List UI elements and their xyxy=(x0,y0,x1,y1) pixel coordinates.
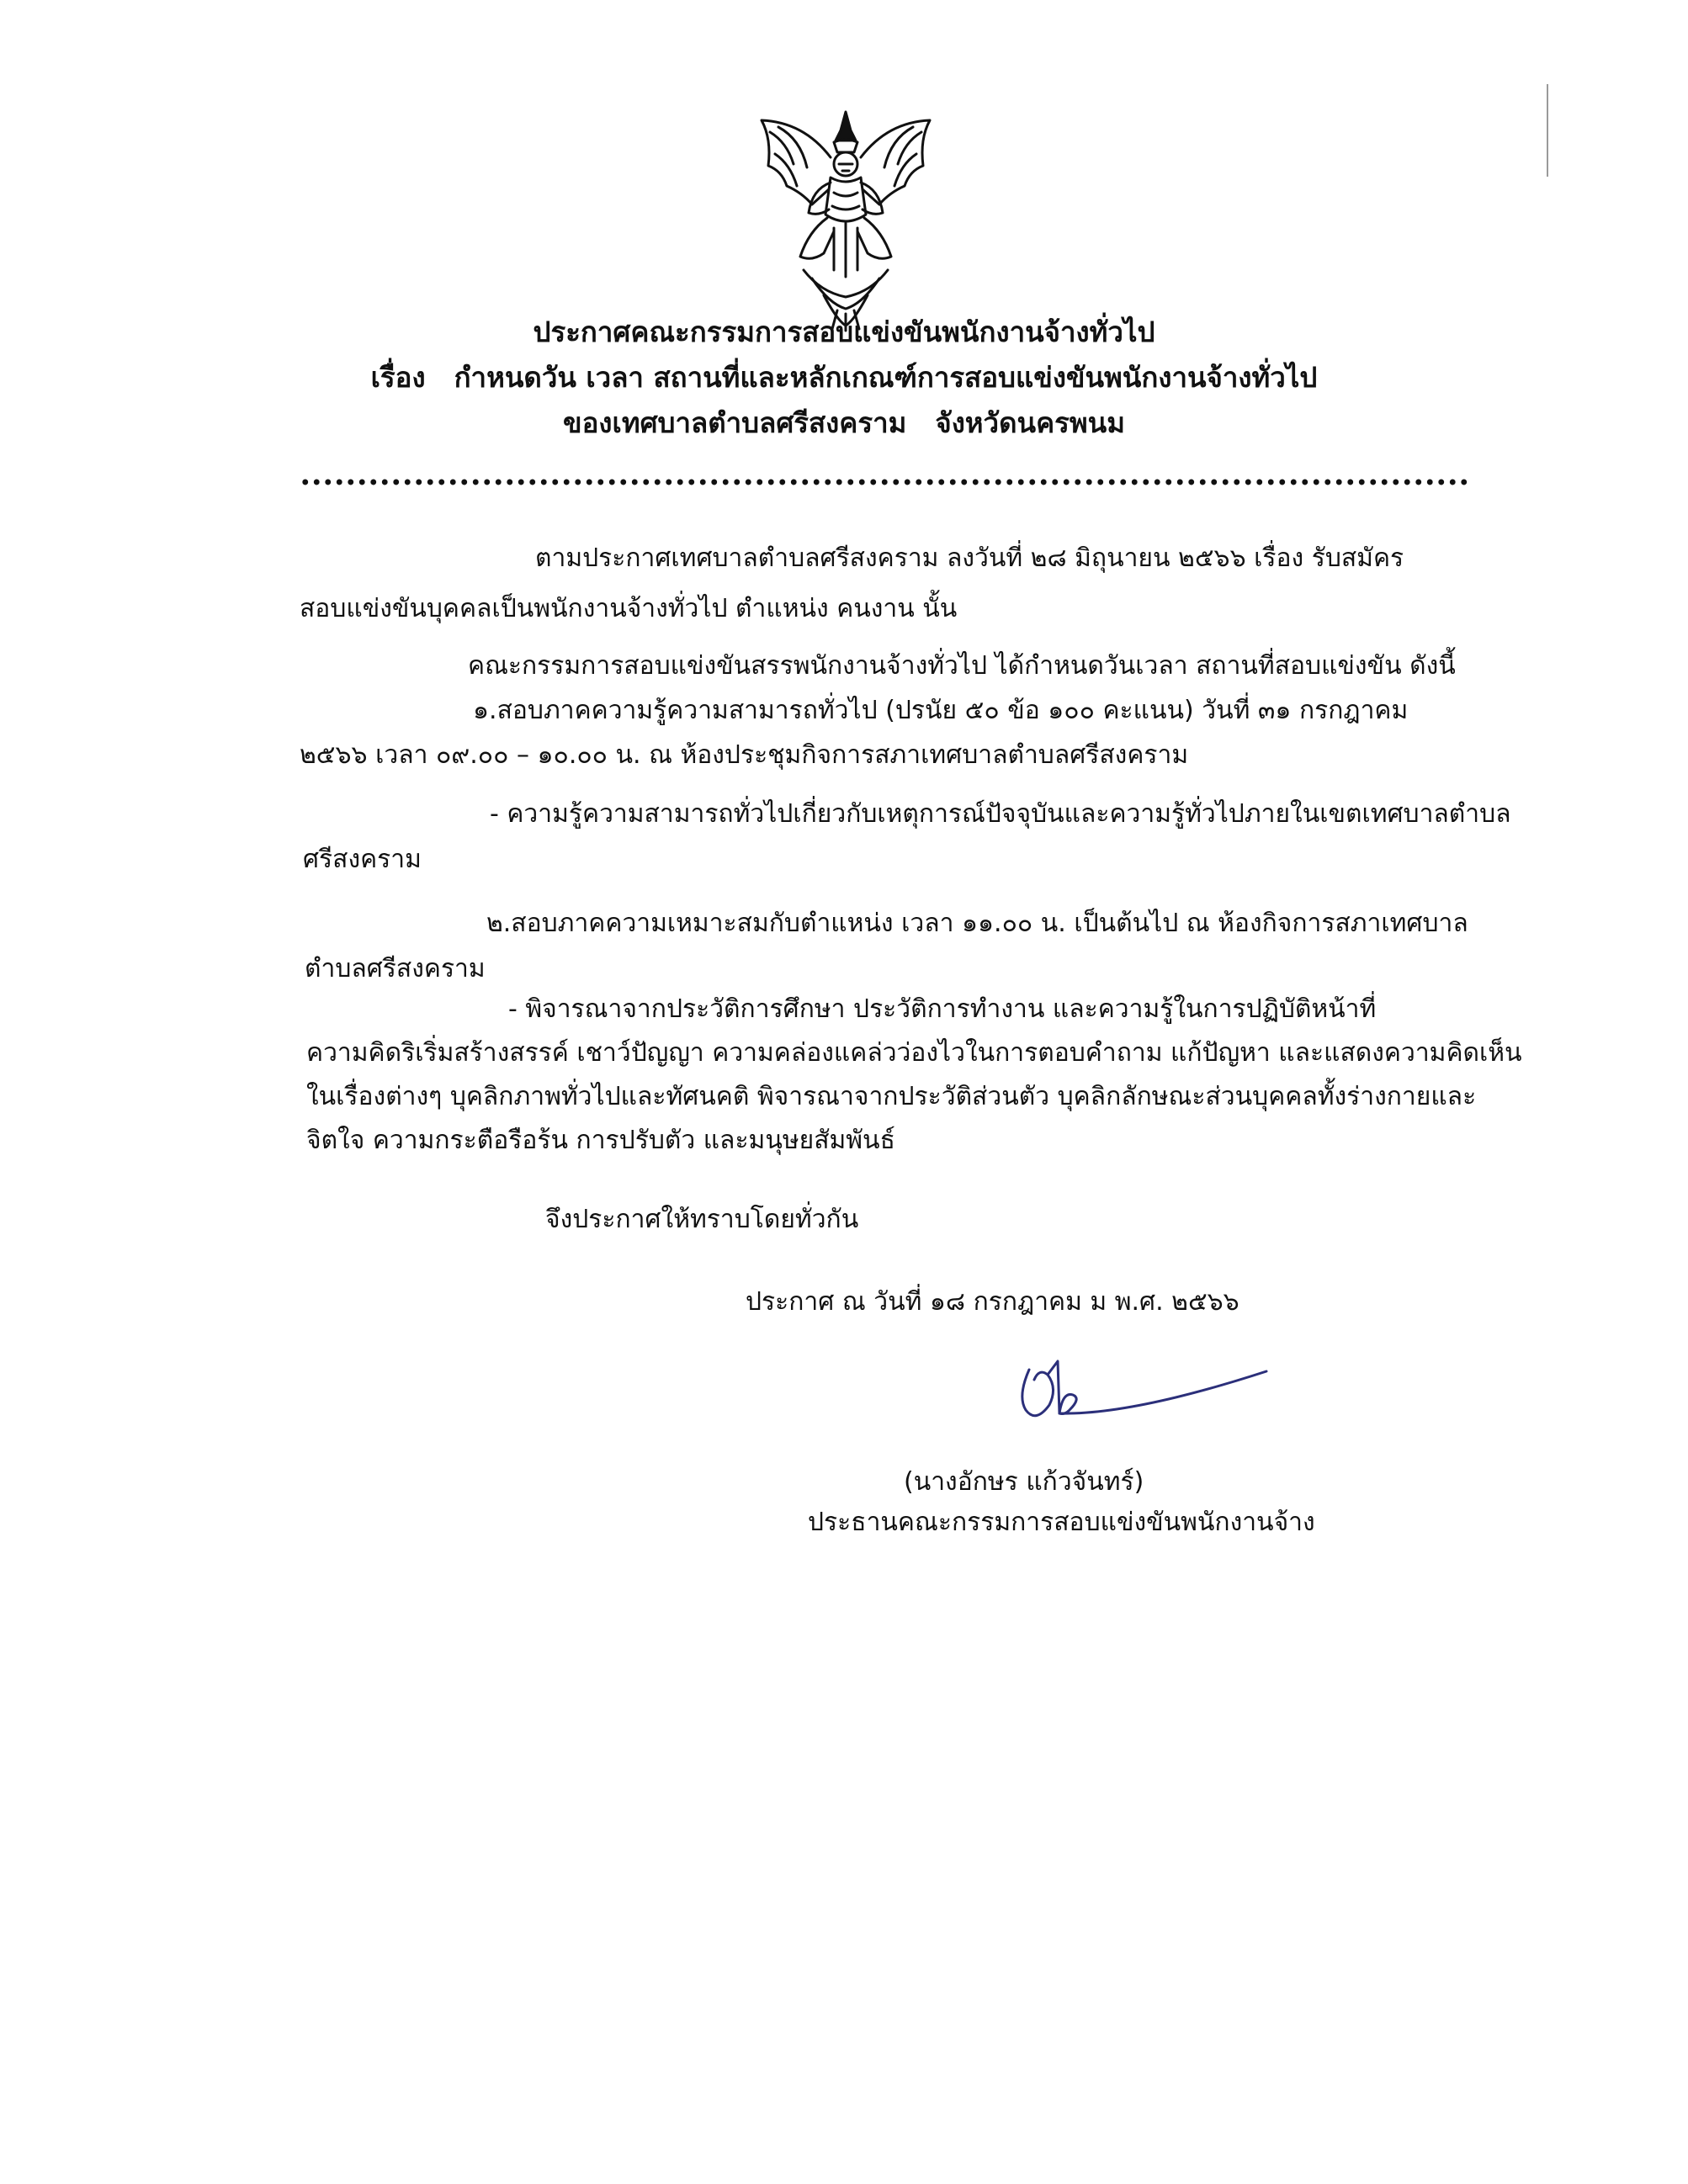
dotted-separator xyxy=(300,478,1468,486)
para1-line2: สอบแข่งขันบุคคลเป็นพนักงานจ้างทั่วไป ตำแหน่ง คนงาน นั้น xyxy=(300,594,958,623)
announcement-title: ประกาศคณะกรรมการสอบแข่งขันพนักงานจ้างทั่วไป xyxy=(533,315,1155,348)
garuda-emblem-icon xyxy=(753,105,938,332)
page-edge-line xyxy=(1547,84,1548,177)
bullet1-line1: - ความรู้ความสามารถทั่วไปเกี่ยวกับเหตุการณ์ปัจจุบันและความรู้ทั่วไปภายในเขตเทศบาลตำบล xyxy=(490,799,1511,829)
agency-line xyxy=(0,400,1688,445)
item1-line2: ๒๕๖๖ เวลา ๐๙.๐๐ – ๑๐.๐๐ น. ณ ห้องประชุมกิจการสภาเทศบาลตำบลศรีสงคราม xyxy=(300,740,1189,770)
para2: คณะกรรมการสอบแข่งขันสรรพนักงานจ้างทั่วไป ได้กำหนดวันเวลา สถานที่สอบแข่งขัน ดังนี้ xyxy=(468,651,1456,681)
closing-line: จึงประกาศให้ทราบโดยทั่วกัน xyxy=(545,1205,859,1234)
signatory-name: (นางอักษร แก้วจันทร์) xyxy=(904,1467,1144,1497)
date-line: ประกาศ ณ วันที่ ๑๘ กรกฎาคม ม พ.ศ. ๒๕๖๖ xyxy=(746,1287,1239,1317)
bullet2-line4: จิตใจ ความกระตือรือร้น การปรับตัว และมนุษยสัมพันธ์ xyxy=(306,1126,895,1155)
subject-text: กำหนดวัน เวลา สถานที่และหลักเกณฑ์การสอบแข่งขันพนักงานจ้างทั่วไป xyxy=(454,361,1318,394)
agency-name: ของเทศบาลตำบลศรีสงคราม xyxy=(563,406,907,439)
signature xyxy=(1014,1346,1275,1447)
item1-line1: ๑.สอบภาคความรู้ความสามารถทั่วไป (ปรนัย ๕๐ ข้อ ๑๐๐ คะแนน) วันที่ ๓๑ กรกฎาคม xyxy=(473,696,1409,725)
item2-line2: ตำบลศรีสงคราม xyxy=(305,954,486,983)
signatory-position: ประธานคณะกรรมการสอบแข่งขันพนักงานจ้าง xyxy=(808,1508,1315,1537)
subject-label: เรื่อง xyxy=(370,361,426,394)
bullet1-line2: ศรีสงคราม xyxy=(303,845,422,874)
subject-line xyxy=(0,355,1688,400)
para1-line1: ตามประกาศเทศบาลตำบลศรีสงคราม ลงวันที่ ๒๘ มิถุนายน ๒๕๖๖ เรื่อง รับสมัคร xyxy=(535,543,1404,573)
item2-line1: ๒.สอบภาคความเหมาะสมกับตำแหน่ง เวลา ๑๑.๐๐ น. เป็นต้นไป ณ ห้องกิจการสภาเทศบาล xyxy=(486,909,1468,938)
province-name: จังหวัดนครพนม xyxy=(935,406,1125,439)
bullet2-line3: ในเรื่องต่างๆ บุคลิกภาพทั่วไปและทัศนคติ พิจารณาจากประวัติส่วนตัว บุคลิกลักษณะส่วนบุคคลทั้งร่างกายและ xyxy=(306,1082,1477,1111)
bullet2-line1: - พิจารณาจากประวัติการศึกษา ประวัติการทำงาน และความรู้ในการปฏิบัติหน้าที่ xyxy=(508,994,1377,1024)
bullet2-line2: ความคิดริเริ่มสร้างสรรค์ เชาว์ปัญญา ความคล่องแคล่วว่องไวในการตอบคำถาม แก้ปัญหา และแสดงความคิดเห็น xyxy=(306,1038,1522,1068)
